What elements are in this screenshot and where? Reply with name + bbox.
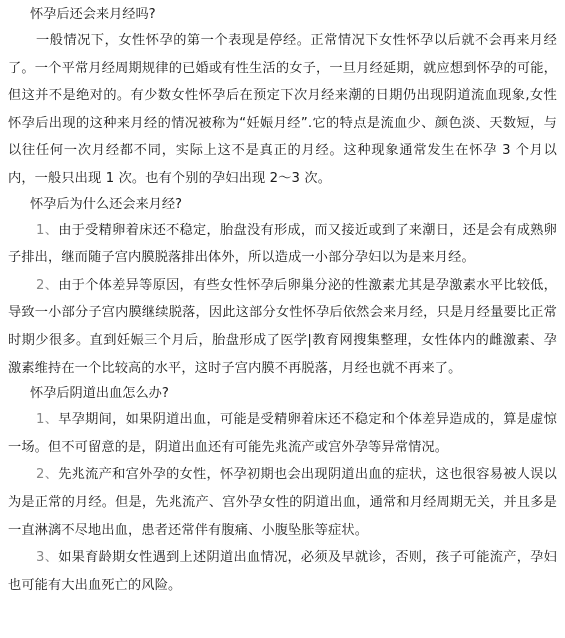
list-item-text: 由于个体差异等原因，有些女性怀孕后卵巢分泌的性激素尤其是孕激素水平比较低，导致一小部分子宫内膜继续脱落，因此这部分女性怀孕后依然会来月经，只是月经量要比正常时期少很多。直到妊娠三个月后，胎盘形成了医学|教育网搜集整理，女性体内的雌激素、孕激素维持在一个比较高的水平，这时子宫内膜不再脱落，月经也就不再来了。 [8, 277, 558, 376]
list-item-text: 如果育龄期女性遇到上述阴道出血情况，必须及早就诊，否则，孩子可能流产，孕妇也可能有大出血死亡的风险。 [8, 550, 558, 593]
paragraph-text: 一般情况下，女性怀孕的第一个表现是停经。正常情况下女性怀孕以后就不会再来月经了。一个平常月经周期规律的已婚或有性生活的女子，一旦月经延期，就应想到怀孕的可能，但这并不是绝对的。有少数女性怀孕后在预定下次月经来潮的日期仍出现阴道流血现象,女性怀孕后出现的这种来月经的情况被称为“妊娠月经”.它的特点是流血少、颜色淡、天数短，与以往任何一次月经都不同，实际上这不是真正的月经。这种现象通常发生在怀孕 3 个月以内，一般只出现 1 次。也有个别的孕妇出现 2～3 次。 [8, 33, 557, 186]
list-number: 1、 [36, 412, 59, 428]
section-heading: 怀孕后还会来月经吗? [30, 7, 156, 22]
list-number: 2、 [36, 467, 59, 483]
paragraph [8, 27, 557, 193]
section-heading: 怀孕后阴道出血怎么办? [30, 386, 169, 402]
list-item-text: 先兆流产和宫外孕的女性，怀孕初期也会出现阴道出血的症状，这也很容易被人误以为是正常的月经。但是，先兆流产、宫外孕女性的阴道出血，通常和月经周期无关，并且多是一直淋漓不尽地出血，患者还常伴有腹痛、小腹坠胀等症状。 [8, 467, 558, 538]
list-item-text: 由于受精卵着床还不稳定，胎盘没有形成，而又接近或到了来潮日，还是会有成熟卵子排出，继而随子宫内膜脱落排出体外，所以造成一小部分孕妇以为是来月经。 [8, 222, 558, 266]
list-item [8, 272, 557, 382]
section-heading: 怀孕后为什么还会来月经? [30, 196, 183, 212]
list-item-text: 早孕期间，如果阴道出血，可能是受精卵着床还不稳定和个体差异造成的，算是虚惊一场。但不可留意的是，阴道出血还有可能先兆流产或宫外孕等异常情况。 [8, 412, 558, 455]
list-number: 3、 [36, 550, 59, 566]
list-item [8, 544, 557, 599]
list-number: 1、 [36, 222, 59, 238]
section-pregnancy-menstruation [8, 3, 557, 193]
list-item [8, 406, 557, 461]
list-item [8, 461, 557, 544]
list-number: 2、 [36, 277, 59, 293]
section-why-menstruation [8, 193, 557, 383]
section-bleeding [8, 382, 557, 599]
list-item [8, 217, 557, 272]
